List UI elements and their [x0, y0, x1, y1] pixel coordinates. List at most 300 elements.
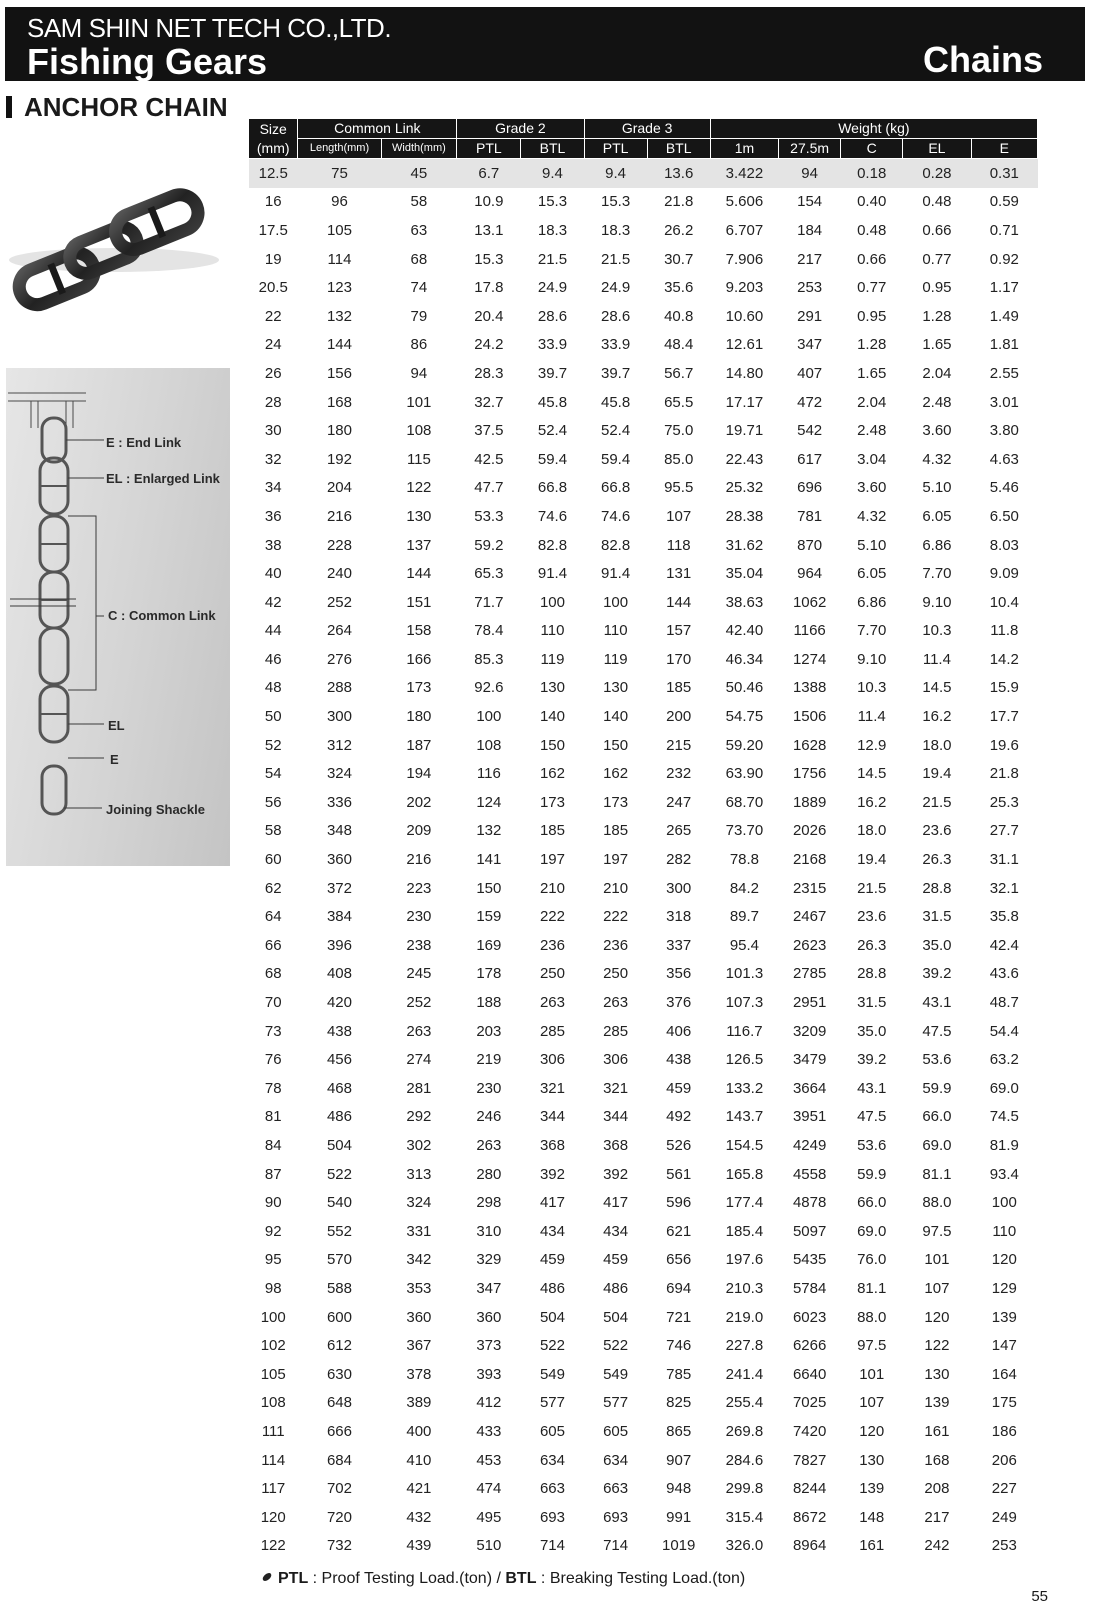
table-cell: 33.9	[537, 336, 568, 354]
table-cell: 291	[797, 307, 823, 325]
table-cell: 24.9	[537, 279, 568, 297]
table-cell: 42.5	[474, 450, 504, 468]
table-row	[249, 1131, 1038, 1160]
table-cell: 18.0	[857, 822, 887, 840]
table-cell: 84	[264, 1136, 282, 1154]
table-cell: 344	[539, 1108, 565, 1126]
table-cell: 28.6	[600, 307, 631, 325]
table-cell: 150	[539, 736, 565, 754]
table-cell: 126.5	[725, 1051, 764, 1069]
table-cell: 130	[406, 507, 432, 525]
table-cell: 285	[539, 1022, 565, 1040]
table-cell: 2.04	[922, 364, 952, 382]
table-cell: 0.48	[857, 221, 887, 239]
table-cell: 166	[406, 650, 432, 668]
table-cell: 173	[603, 793, 629, 811]
table-cell: 173	[406, 679, 432, 697]
table-cell: 577	[603, 1394, 629, 1412]
table-cell: 215	[666, 736, 692, 754]
table-cell: 47.5	[922, 1022, 952, 1040]
table-cell: 17.17	[725, 393, 764, 411]
table-row	[249, 1532, 1038, 1561]
table-cell: 3.01	[989, 393, 1019, 411]
table-cell: 504	[603, 1308, 629, 1326]
table-cell: 14.5	[922, 679, 952, 697]
table-cell: 21.5	[922, 793, 952, 811]
table-cell: 81.1	[857, 1279, 887, 1297]
table-cell: 459	[539, 1251, 565, 1269]
table-cell: 666	[326, 1422, 352, 1440]
table-cell: 19.71	[725, 422, 764, 440]
page-header	[5, 7, 1085, 81]
table-cell: 3664	[792, 1079, 827, 1097]
table-cell: 4.63	[989, 450, 1019, 468]
table-cell: 459	[603, 1251, 629, 1269]
table-cell: 28.3	[474, 364, 504, 382]
table-cell: 38.63	[725, 593, 764, 611]
table-cell: 131	[666, 565, 692, 583]
table-row	[249, 559, 1038, 588]
table-cell: 16.2	[922, 708, 952, 726]
table-cell: 6.05	[857, 565, 887, 583]
table-cell: 59.9	[922, 1079, 952, 1097]
size-header-line1: Size	[259, 120, 287, 137]
table-cell: 119	[540, 650, 565, 668]
table-cell: 1.65	[857, 364, 887, 382]
table-cell: 18.3	[537, 221, 568, 239]
table-cell: 907	[666, 1451, 692, 1469]
end-link-label: E : End Link	[106, 435, 182, 450]
table-row	[249, 1160, 1038, 1189]
table-cell: 648	[326, 1394, 352, 1412]
table-cell: 438	[666, 1051, 692, 1069]
table-cell: 71.7	[474, 593, 504, 611]
table-row	[249, 359, 1038, 388]
table-cell: 45	[381, 159, 457, 188]
table-cell: 11.4	[857, 708, 886, 726]
table-cell: 329	[476, 1251, 502, 1269]
table-cell: 621	[666, 1222, 692, 1240]
table-cell: 656	[666, 1251, 692, 1269]
table-cell: 400	[406, 1422, 432, 1440]
table-cell: 5097	[792, 1222, 827, 1240]
table-cell: 11.4	[922, 650, 951, 668]
table-cell: 148	[859, 1508, 885, 1526]
table-cell: 161	[859, 1537, 885, 1555]
table-cell: 28.8	[922, 879, 952, 897]
table-row	[249, 874, 1038, 903]
table-cell: 292	[406, 1108, 432, 1126]
table-cell: 732	[326, 1537, 352, 1555]
table-cell: 88.0	[922, 1194, 952, 1212]
common-link-label: C : Common Link	[108, 608, 216, 623]
table-cell: 252	[326, 593, 352, 611]
table-cell: 453	[476, 1451, 502, 1469]
table-cell: 263	[603, 994, 629, 1012]
table-cell: 3209	[792, 1022, 827, 1040]
table-cell: 89.7	[729, 908, 760, 926]
table-cell: 120	[260, 1508, 286, 1526]
table-cell: 486	[603, 1279, 629, 1297]
table-cell: 12.5	[249, 159, 298, 188]
table-cell: 105	[260, 1365, 286, 1383]
table-row	[249, 388, 1038, 417]
table-cell: 570	[326, 1251, 352, 1269]
table-cell: 22.43	[725, 450, 764, 468]
table-cell: 12.9	[857, 736, 887, 754]
table-cell: 434	[603, 1222, 629, 1240]
table-cell: 9.09	[989, 565, 1019, 583]
table-cell: 170	[666, 650, 692, 668]
table-cell: 2168	[792, 851, 827, 869]
table-cell: 19	[264, 250, 282, 268]
table-cell: 376	[666, 994, 692, 1012]
table-cell: 32	[264, 450, 282, 468]
size-header	[249, 119, 298, 159]
table-row	[249, 1045, 1038, 1074]
table-row	[249, 502, 1038, 531]
table-cell: 6.86	[922, 536, 952, 554]
table-cell: 95.5	[664, 479, 694, 497]
table-cell: 150	[476, 879, 502, 897]
table-cell: 203	[476, 1022, 502, 1040]
table-cell: 6266	[792, 1337, 827, 1355]
table-cell: 274	[406, 1051, 432, 1069]
table-cell: 10.4	[989, 593, 1019, 611]
table-cell: 2.48	[922, 393, 952, 411]
table-cell: 143.7	[725, 1108, 764, 1126]
table-cell: 7.70	[857, 622, 887, 640]
table-cell: 222	[603, 908, 629, 926]
table-cell: 7420	[792, 1422, 827, 1440]
table-cell: 10.3	[922, 622, 952, 640]
table-cell: 117	[261, 1480, 286, 1498]
table-cell: 68	[410, 250, 428, 268]
table-cell: 81.9	[989, 1136, 1019, 1154]
table-cell: 141	[476, 851, 502, 869]
table-cell: 76	[264, 1051, 282, 1069]
table-cell: 28.38	[725, 507, 764, 525]
table-cell: 504	[326, 1136, 352, 1154]
weight-275m-header: 27.5m	[779, 139, 841, 159]
table-cell: 63.90	[725, 765, 764, 783]
table-row	[249, 788, 1038, 817]
table-row	[249, 845, 1038, 874]
table-cell: 111	[261, 1422, 285, 1440]
table-cell: 1274	[792, 650, 827, 668]
table-cell: 663	[539, 1480, 565, 1498]
weight-el-header: EL	[903, 139, 971, 159]
table-cell: 122	[406, 479, 432, 497]
table-cell: 991	[666, 1508, 692, 1526]
table-cell: 439	[406, 1537, 432, 1555]
table-cell: 282	[666, 851, 692, 869]
table-cell: 43.1	[857, 1079, 887, 1097]
table-cell: 526	[666, 1136, 692, 1154]
table-cell: 114	[261, 1451, 286, 1469]
table-cell: 392	[539, 1165, 565, 1183]
table-cell: 6.86	[857, 593, 887, 611]
table-cell: 97.5	[922, 1222, 952, 1240]
table-cell: 280	[476, 1165, 502, 1183]
table-cell: 66.0	[857, 1194, 887, 1212]
table-cell: 347	[476, 1279, 502, 1297]
table-cell: 81.1	[922, 1165, 952, 1183]
common-link-header: Common Link	[298, 119, 457, 139]
table-cell: 118	[666, 536, 691, 554]
table-cell: 561	[666, 1165, 692, 1183]
table-cell: 19.6	[989, 736, 1019, 754]
table-cell: 252	[406, 994, 432, 1012]
page-number: 55	[1031, 1588, 1048, 1605]
table-row	[249, 617, 1038, 646]
table-cell: 20.4	[474, 307, 504, 325]
legend-ptl-text: : Proof Testing Load.(ton) /	[308, 1570, 506, 1587]
table-cell: 45.8	[537, 393, 568, 411]
weight-header: Weight (kg)	[710, 119, 1037, 139]
table-cell: 52.4	[537, 422, 568, 440]
enlarged-link-label: EL : Enlarged Link	[106, 471, 220, 486]
table-cell: 9.10	[922, 593, 952, 611]
table-cell: 32.7	[474, 393, 504, 411]
table-cell: 91.4	[537, 565, 568, 583]
table-cell: 321	[539, 1079, 565, 1097]
table-cell: 15.3	[600, 193, 631, 211]
table-cell: 263	[476, 1136, 502, 1154]
grade2-btl-header: BTL	[521, 139, 584, 159]
table-cell: 19.4	[922, 765, 952, 783]
table-cell: 130	[539, 679, 565, 697]
table-cell: 107	[859, 1394, 885, 1412]
table-cell: 69.0	[857, 1222, 887, 1240]
table-cell: 45.8	[600, 393, 631, 411]
table-cell: 2951	[792, 994, 827, 1012]
table-cell: 107	[666, 507, 692, 525]
table-cell: 368	[603, 1136, 629, 1154]
length-header: Length(mm)	[298, 139, 381, 159]
table-cell: 78.8	[729, 851, 760, 869]
table-cell: 100	[476, 708, 502, 726]
table-cell: 208	[924, 1480, 950, 1498]
table-cell: 26.2	[664, 221, 694, 239]
table-cell: 337	[666, 936, 692, 954]
table-cell: 253	[797, 279, 823, 297]
table-cell: 74.6	[537, 507, 568, 525]
table-row	[249, 273, 1038, 302]
table-cell: 522	[326, 1165, 352, 1183]
legend-btl-text: : Breaking Testing Load.(ton)	[536, 1570, 746, 1587]
table-cell: 3479	[792, 1051, 827, 1069]
table-cell: 90	[264, 1194, 282, 1212]
table-cell: 408	[326, 965, 352, 983]
table-cell: 31.62	[725, 536, 764, 554]
table-cell: 265	[666, 822, 692, 840]
table-cell: 693	[603, 1508, 629, 1526]
table-cell: 84.2	[729, 879, 760, 897]
table-cell: 0.66	[857, 250, 887, 268]
table-cell: 230	[476, 1079, 502, 1097]
table-cell: 318	[666, 908, 692, 926]
table-cell: 59.9	[857, 1165, 887, 1183]
table-row	[249, 674, 1038, 703]
table-row	[249, 331, 1038, 360]
table-cell: 5435	[792, 1251, 827, 1269]
table-cell: 70	[264, 994, 282, 1012]
table-cell: 122	[924, 1337, 950, 1355]
table-cell: 474	[476, 1480, 502, 1498]
table-cell: 313	[406, 1165, 432, 1183]
table-cell: 0.71	[989, 221, 1019, 239]
table-cell: 38	[264, 536, 282, 554]
table-cell: 64	[264, 908, 282, 926]
table-cell: 0.77	[922, 250, 952, 268]
table-cell: 353	[406, 1279, 432, 1297]
table-cell: 151	[406, 593, 432, 611]
table-cell: 504	[539, 1308, 565, 1326]
table-cell: 42	[264, 593, 282, 611]
table-cell: 46	[264, 650, 282, 668]
table-cell: 26	[264, 364, 282, 382]
table-cell: 197.6	[725, 1251, 764, 1269]
table-cell: 421	[406, 1480, 432, 1498]
table-cell: 35.6	[664, 279, 694, 297]
table-cell: 5.606	[725, 193, 764, 211]
table-cell: 227.8	[725, 1337, 764, 1355]
size-header-line2: (mm)	[256, 139, 290, 156]
table-cell: 13.6	[647, 159, 710, 188]
table-cell: 108	[476, 736, 502, 754]
table-cell: 18.3	[600, 221, 631, 239]
table-cell: 65.3	[474, 565, 504, 583]
table-cell: 177.4	[725, 1194, 764, 1212]
table-cell: 122	[260, 1537, 286, 1555]
table-cell: 68	[264, 965, 282, 983]
table-row	[249, 731, 1038, 760]
category-title: Chains	[922, 39, 1043, 80]
table-cell: 23.6	[922, 822, 952, 840]
table-cell: 144	[666, 593, 692, 611]
table-cell: 173	[539, 793, 565, 811]
table-row	[249, 931, 1038, 960]
table-cell: 37.5	[474, 422, 504, 440]
table-cell: 101	[924, 1251, 950, 1269]
table-cell: 59.2	[474, 536, 504, 554]
table-cell: 540	[326, 1194, 352, 1212]
table-cell: 236	[603, 936, 629, 954]
table-cell: 62	[264, 879, 282, 897]
table-cell: 116.7	[726, 1022, 763, 1040]
table-row	[249, 1446, 1038, 1475]
table-cell: 247	[666, 793, 692, 811]
table-cell: 367	[406, 1337, 432, 1355]
table-cell: 1506	[792, 708, 827, 726]
table-cell: 54	[264, 765, 282, 783]
table-cell: 2785	[792, 965, 827, 983]
table-cell: 53.6	[857, 1136, 887, 1154]
table-cell: 232	[666, 765, 692, 783]
table-cell: 5.10	[922, 479, 952, 497]
table-cell: 459	[666, 1079, 692, 1097]
table-cell: 269.8	[725, 1422, 764, 1440]
el-label: EL	[108, 718, 125, 733]
table-cell: 1.17	[989, 279, 1019, 297]
table-row	[249, 474, 1038, 503]
table-cell: 188	[476, 994, 502, 1012]
table-cell: 216	[406, 851, 432, 869]
table-cell: 2315	[792, 879, 827, 897]
table-cell: 91.4	[600, 565, 631, 583]
table-cell: 605	[603, 1422, 629, 1440]
table-cell: 434	[539, 1222, 565, 1240]
table-cell: 549	[539, 1365, 565, 1383]
table-cell: 1388	[792, 679, 827, 697]
table-cell: 10.9	[474, 193, 504, 211]
table-cell: 492	[666, 1108, 692, 1126]
table-cell: 0.48	[922, 193, 952, 211]
table-row	[249, 1188, 1038, 1217]
table-body	[249, 159, 1038, 1561]
table-cell: 180	[326, 422, 352, 440]
table-cell: 59.4	[537, 450, 568, 468]
table-cell: 101	[859, 1365, 885, 1383]
table-cell: 168	[326, 393, 352, 411]
table-cell: 227	[991, 1480, 1017, 1498]
grade3-ptl-header: PTL	[584, 139, 647, 159]
table-cell: 5.46	[989, 479, 1019, 497]
table-cell: 407	[797, 364, 823, 382]
table-cell: 306	[603, 1051, 629, 1069]
table-cell: 3.60	[922, 422, 952, 440]
table-cell: 100	[991, 1194, 1017, 1212]
table-cell: 1628	[792, 736, 827, 754]
table-cell: 43.1	[922, 994, 952, 1012]
table-cell: 600	[326, 1308, 352, 1326]
table-cell: 35.0	[922, 936, 952, 954]
table-cell: 107.3	[725, 994, 764, 1012]
table-cell: 13.1	[474, 221, 504, 239]
table-cell: 30.7	[664, 250, 694, 268]
table-cell: 31.5	[857, 994, 887, 1012]
table-cell: 24.9	[600, 279, 631, 297]
table-cell: 63	[410, 221, 428, 239]
table-cell: 0.95	[857, 307, 887, 325]
table-cell: 228	[326, 536, 352, 554]
table-cell: 47.7	[474, 479, 504, 497]
table-cell: 101	[406, 393, 432, 411]
table-cell: 219	[476, 1051, 502, 1069]
table-cell: 87	[264, 1165, 282, 1183]
table-cell: 1.28	[922, 307, 952, 325]
table-row	[249, 1331, 1038, 1360]
table-cell: 66.0	[922, 1108, 952, 1126]
table-cell: 168	[924, 1451, 950, 1469]
table-cell: 373	[476, 1337, 502, 1355]
table-cell: 7.906	[725, 250, 764, 268]
table-cell: 222	[539, 908, 565, 926]
table-cell: 412	[476, 1394, 502, 1412]
table-cell: 468	[326, 1079, 352, 1097]
table-cell: 1019	[662, 1537, 696, 1555]
table-cell: 130	[859, 1451, 885, 1469]
table-cell: 14.2	[989, 650, 1019, 668]
table-cell: 85.3	[474, 650, 504, 668]
table-cell: 78.4	[474, 622, 504, 640]
table-cell: 5784	[792, 1279, 827, 1297]
anchor-chain-table	[248, 118, 1038, 1560]
table-cell: 192	[326, 450, 352, 468]
grade2-ptl-header: PTL	[457, 139, 521, 159]
table-cell: 10.60	[725, 307, 764, 325]
